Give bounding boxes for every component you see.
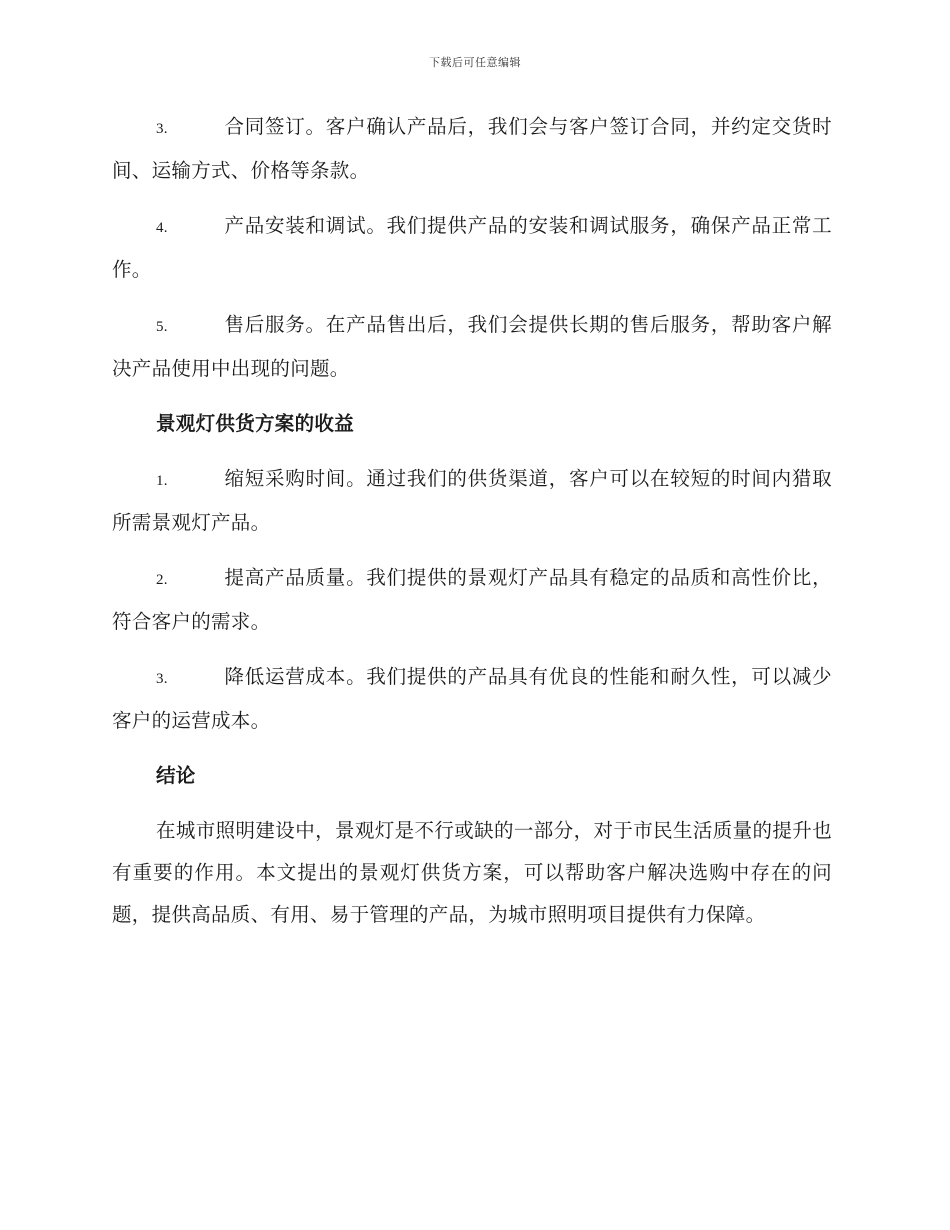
item-number: 4.	[156, 220, 168, 236]
benefit-item	[112, 557, 832, 643]
item-number: 1.	[156, 473, 168, 489]
conclusion-heading: 结论	[156, 764, 196, 787]
item-number: 3.	[156, 121, 168, 137]
process-item	[112, 106, 832, 192]
item-text: 产品安装和调试。我们提供产品的安装和调试服务，确保产品正常工作。	[112, 214, 832, 281]
item-number: 3.	[156, 671, 168, 687]
document-body	[112, 106, 832, 936]
item-number: 5.	[156, 319, 168, 335]
benefit-item	[112, 656, 832, 742]
item-text: 降低运营成本。我们提供的产品具有优良的性能和耐久性，可以减少客户的运营成本。	[112, 665, 832, 732]
page-header: 下载后可任意编辑	[429, 56, 521, 69]
process-item	[112, 304, 832, 390]
item-text: 合同签订。客户确认产品后，我们会与客户签订合同，并约定交货时间、运输方式、价格等条款。	[112, 115, 832, 182]
benefit-item	[112, 458, 832, 544]
item-text: 缩短采购时间。通过我们的供货渠道，客户可以在较短的时间内猎取所需景观灯产品。	[112, 467, 832, 534]
item-number: 2.	[156, 572, 168, 588]
conclusion-paragraph: 在城市照明建设中，景观灯是不行或缺的一部分，对于市民生活质量的提升也有重要的作用。本文提出的景观灯供货方案，可以帮助客户解决选购中存在的问题，提供高品质、有用、易于管理的产品，为城市照明项目提供有力保障。	[112, 819, 832, 926]
benefits-heading: 景观灯供货方案的收益	[156, 412, 355, 435]
item-text: 售后服务。在产品售出后，我们会提供长期的售后服务，帮助客户解决产品使用中出现的问题。	[112, 313, 832, 380]
item-text: 提高产品质量。我们提供的景观灯产品具有稳定的品质和高性价比，符合客户的需求。	[112, 566, 832, 633]
process-item	[112, 205, 832, 291]
